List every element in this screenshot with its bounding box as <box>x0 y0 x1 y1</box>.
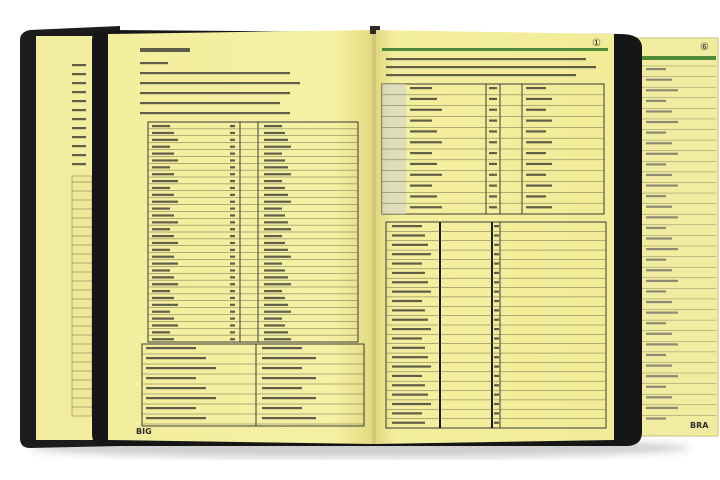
table-cell-text <box>152 125 170 127</box>
table-cell-text <box>646 312 678 314</box>
table-cell-text <box>264 159 285 161</box>
table-cell-mark <box>230 331 235 333</box>
table-cell-mark <box>230 256 235 258</box>
table-cell-text <box>526 120 552 122</box>
table-cell-text <box>392 262 422 264</box>
table-cell-text <box>392 291 431 293</box>
table-cell-text <box>392 225 422 227</box>
table-cell-text <box>646 364 672 366</box>
table-cell-text <box>646 343 678 345</box>
table-cell-mark <box>230 146 235 148</box>
table-cell-mark <box>489 206 497 208</box>
header-text-line <box>140 112 290 114</box>
table-cell-mark <box>230 153 235 155</box>
table-cell-text <box>526 185 552 187</box>
table-cell-text <box>526 141 552 143</box>
header-text-line <box>386 66 596 68</box>
table-cell-mark <box>230 324 235 326</box>
table-cell-text <box>392 422 425 424</box>
table-cell-text <box>152 180 178 182</box>
summary-text <box>146 357 206 359</box>
right-page-sheet <box>376 30 614 444</box>
header-text-line <box>140 72 290 74</box>
table-cell-text <box>526 174 546 176</box>
table-cell-mark <box>230 228 235 230</box>
table-cell-text <box>646 121 678 123</box>
summary-text <box>146 347 196 349</box>
table-cell-mark <box>489 120 497 122</box>
left-page-title-bar <box>140 48 190 52</box>
table-cell-text <box>646 375 678 377</box>
table-cell-mark <box>494 422 499 424</box>
table-cell-text <box>152 221 178 223</box>
summary-text <box>146 407 196 409</box>
table-cell-text <box>264 214 285 216</box>
table-cell-text <box>646 396 672 398</box>
table-cell-text <box>152 132 174 134</box>
table-cell-text <box>264 146 291 148</box>
table-cell-text <box>392 253 431 255</box>
table-cell-mark <box>230 221 235 223</box>
table-cell-mark <box>494 328 499 330</box>
table-cell-text <box>264 180 282 182</box>
table-cell-mark <box>230 304 235 306</box>
table-cell-text <box>72 127 86 129</box>
table-cell-mark <box>489 185 497 187</box>
table-cell-text <box>264 269 285 271</box>
table-cell-text <box>264 194 288 196</box>
table-cell-text <box>646 354 666 356</box>
table-cell-text <box>264 208 282 210</box>
table-cell-text <box>152 235 174 237</box>
table-cell-text <box>646 417 666 419</box>
table-cell-text <box>264 125 282 127</box>
table-cell-text <box>264 221 288 223</box>
table-cell-text <box>646 237 672 239</box>
table-cell-text <box>72 118 86 120</box>
table-cell-text <box>392 375 422 377</box>
table-cell-text <box>264 153 282 155</box>
table-cell-text <box>152 331 170 333</box>
table-cell-text <box>646 407 678 409</box>
back-ledger-header-rule <box>642 56 716 60</box>
table-cell-text <box>264 338 291 340</box>
table-cell-mark <box>230 249 235 251</box>
table-cell-text <box>152 159 178 161</box>
table-cell-mark <box>230 269 235 271</box>
table-cell-mark <box>489 130 497 132</box>
table-cell-text <box>646 227 666 229</box>
table-cell-mark <box>230 235 235 237</box>
header-text-line <box>140 92 290 94</box>
table-cell-mark <box>494 337 499 339</box>
table-cell-text <box>410 195 437 197</box>
table-cell-text <box>392 394 428 396</box>
table-cell-mark <box>230 125 235 127</box>
table-cell-text <box>526 152 546 154</box>
table-cell-mark <box>489 141 497 143</box>
table-cell-text <box>646 333 672 335</box>
table-cell-text <box>392 365 431 367</box>
table-cell-text <box>72 136 86 138</box>
table-cell-text <box>646 290 666 292</box>
table-cell-text <box>526 109 546 111</box>
table-cell-text <box>264 187 285 189</box>
table-cell-text <box>410 163 437 165</box>
summary-text <box>262 377 316 379</box>
table-cell-text <box>152 201 178 203</box>
back-ledger-corner-mark: ⑥ <box>700 42 709 53</box>
table-cell-text <box>646 163 666 165</box>
table-cell-text <box>646 184 678 186</box>
table-cell-text <box>646 153 678 155</box>
table-cell-text <box>526 195 546 197</box>
table-cell-text <box>410 185 432 187</box>
table-cell-mark <box>494 412 499 414</box>
table-cell-mark <box>230 290 235 292</box>
table-cell-mark <box>230 318 235 320</box>
table-cell-text <box>410 98 437 100</box>
table-cell-text <box>152 283 178 285</box>
table-cell-text <box>264 290 282 292</box>
header-text-line <box>386 74 576 76</box>
table-cell-mark <box>230 187 235 189</box>
table-cell-text <box>392 412 422 414</box>
table-cell-text <box>264 276 288 278</box>
table-cell-mark <box>489 98 497 100</box>
table-cell-text <box>152 311 170 313</box>
table-cell-text <box>264 228 291 230</box>
table-cell-text <box>152 146 170 148</box>
table-cell-text <box>72 73 86 75</box>
table-cell-mark <box>494 403 499 405</box>
table-cell-mark <box>230 139 235 141</box>
header-text-line <box>140 102 280 104</box>
table-cell-text <box>152 338 174 340</box>
table-cell-mark <box>230 242 235 244</box>
table-cell-text <box>264 249 288 251</box>
table-cell-text <box>152 187 170 189</box>
table-cell-mark <box>494 272 499 274</box>
table-cell-mark <box>230 338 235 340</box>
table-cell-mark <box>489 174 497 176</box>
table-cell-text <box>152 173 174 175</box>
left-page-footer-label: BIG <box>136 427 152 436</box>
table-cell-text <box>392 337 422 339</box>
table-cell-mark <box>494 262 499 264</box>
table-cell-mark <box>230 214 235 216</box>
table-cell-text <box>72 109 86 111</box>
table-cell-text <box>264 263 282 265</box>
main-ledger-left-page <box>108 30 374 444</box>
table-cell-text <box>646 206 672 208</box>
table-cell-text <box>264 311 291 313</box>
table-cell-text <box>264 297 285 299</box>
table-cell-text <box>264 166 288 168</box>
table-cell-text <box>152 318 174 320</box>
table-cell-mark <box>230 283 235 285</box>
table-cell-mark <box>494 356 499 358</box>
main-ledger-right-page <box>376 30 614 444</box>
table-cell-mark <box>230 159 235 161</box>
table-cell-mark <box>494 291 499 293</box>
table-cell-text <box>152 214 174 216</box>
summary-text <box>146 387 206 389</box>
table-cell-text <box>152 228 170 230</box>
table-cell-text <box>152 304 178 306</box>
summary-text <box>262 357 316 359</box>
table-cell-text <box>72 91 86 93</box>
table-cell-mark <box>230 194 235 196</box>
table-cell-text <box>646 301 672 303</box>
table-cell-mark <box>230 276 235 278</box>
table-cell-text <box>646 110 672 112</box>
table-cell-mark <box>494 394 499 396</box>
table-cell-text <box>646 216 678 218</box>
right-page-header-rule <box>382 48 608 51</box>
summary-text <box>262 347 302 349</box>
summary-text <box>146 367 216 369</box>
table-cell-text <box>646 248 678 250</box>
table-cell-text <box>392 272 425 274</box>
table-cell-text <box>392 281 428 283</box>
table-cell-mark <box>230 311 235 313</box>
table-cell-text <box>526 130 546 132</box>
table-cell-text <box>392 300 422 302</box>
table-cell-text <box>152 269 170 271</box>
table-cell-text <box>72 154 86 156</box>
summary-text <box>262 397 316 399</box>
table-cell-text <box>392 328 431 330</box>
table-cell-text <box>392 309 425 311</box>
table-cell-text <box>152 297 174 299</box>
table-cell-text <box>264 235 282 237</box>
table-cell-mark <box>489 109 497 111</box>
table-cell-mark <box>230 263 235 265</box>
table-cell-text <box>646 386 666 388</box>
table-cell-text <box>392 356 428 358</box>
summary-text <box>146 417 206 419</box>
table-cell-text <box>72 82 86 84</box>
summary-text <box>262 417 316 419</box>
table-cell-text <box>392 347 425 349</box>
table-cell-text <box>646 322 666 324</box>
table-cell-text <box>152 249 170 251</box>
table-cell-text <box>152 153 174 155</box>
table-cell-mark <box>494 234 499 236</box>
table-cell-mark <box>489 87 497 89</box>
table-cell-text <box>72 163 86 165</box>
table-cell-text <box>152 166 170 168</box>
table-cell-text <box>410 152 432 154</box>
table-cell-mark <box>494 225 499 227</box>
table-cell-text <box>646 259 666 261</box>
table-cell-text <box>410 130 437 132</box>
summary-text <box>146 377 196 379</box>
table-cell-text <box>152 290 170 292</box>
table-cell-text <box>410 87 432 89</box>
table-cell-text <box>646 89 678 91</box>
table-cell-mark <box>494 347 499 349</box>
summary-text <box>262 387 302 389</box>
table-cell-text <box>410 141 442 143</box>
table-cell-text <box>526 206 552 208</box>
table-cell-text <box>410 120 432 122</box>
table-cell-text <box>646 79 672 81</box>
table-cell-mark <box>230 201 235 203</box>
table-cell-text <box>264 324 285 326</box>
table-cell-text <box>526 98 552 100</box>
table-cell-text <box>264 304 288 306</box>
table-cell-mark <box>230 132 235 134</box>
table-cell-text <box>152 139 178 141</box>
table-cell-mark <box>230 180 235 182</box>
table-cell-mark <box>494 300 499 302</box>
table-cell-text <box>646 195 666 197</box>
table-cell-text <box>152 263 178 265</box>
table-cell-text <box>646 280 678 282</box>
table-cell-text <box>264 201 291 203</box>
table-cell-mark <box>489 163 497 165</box>
table-cell-mark <box>489 195 497 197</box>
table-cell-mark <box>494 281 499 283</box>
header-text-line <box>386 58 586 60</box>
table-cell-text <box>392 234 425 236</box>
table-cell-text <box>152 256 174 258</box>
table-cell-text <box>646 100 666 102</box>
table-cell-text <box>152 194 174 196</box>
table-cell-text <box>152 242 178 244</box>
table-cell-text <box>392 403 431 405</box>
table-cell-text <box>264 139 288 141</box>
table-cell-text <box>72 145 86 147</box>
table-cell-text <box>152 276 174 278</box>
header-text-line <box>140 82 300 84</box>
table-cell-text <box>264 132 285 134</box>
back-ledger <box>636 38 718 436</box>
table-cell-mark <box>494 253 499 255</box>
table-cell-mark <box>494 375 499 377</box>
table-cell-text <box>152 208 170 210</box>
table-cell-text <box>646 174 672 176</box>
table-cell-mark <box>494 319 499 321</box>
table-cell-text <box>410 109 442 111</box>
table-cell-text <box>264 318 282 320</box>
table-cell-mark <box>494 244 499 246</box>
table-cell-text <box>646 132 666 134</box>
summary-text <box>146 397 216 399</box>
table-cell-mark <box>230 297 235 299</box>
table-cell-text <box>392 244 428 246</box>
table-cell-mark <box>230 208 235 210</box>
table-cell-text <box>72 100 86 102</box>
table-cell-text <box>646 142 672 144</box>
table-cell-text <box>264 331 288 333</box>
table-cell-text <box>410 206 442 208</box>
header-text-line <box>140 62 168 64</box>
back-ledger-footer-label: BRA <box>690 421 709 430</box>
table-cell-mark <box>230 166 235 168</box>
table-cell-text <box>410 174 442 176</box>
table-cell-text <box>646 68 666 70</box>
table-cell-text <box>264 242 285 244</box>
table-cell-text <box>526 87 546 89</box>
table-cell-text <box>646 269 672 271</box>
summary-text <box>262 367 302 369</box>
table-cell-text <box>264 256 291 258</box>
table-cell-text <box>72 64 86 66</box>
table-cell-text <box>392 384 425 386</box>
table-cell-mark <box>489 152 497 154</box>
table-cell-mark <box>494 365 499 367</box>
table-cell-text <box>264 173 291 175</box>
table-cell-text <box>152 324 178 326</box>
table-cell-text <box>264 283 291 285</box>
table-cell-text <box>392 319 428 321</box>
summary-text <box>262 407 302 409</box>
table-cell-text <box>526 163 552 165</box>
table-cell-mark <box>230 173 235 175</box>
table-cell-mark <box>494 309 499 311</box>
table-cell-mark <box>494 384 499 386</box>
right-page-corner-mark: ① <box>592 38 601 49</box>
